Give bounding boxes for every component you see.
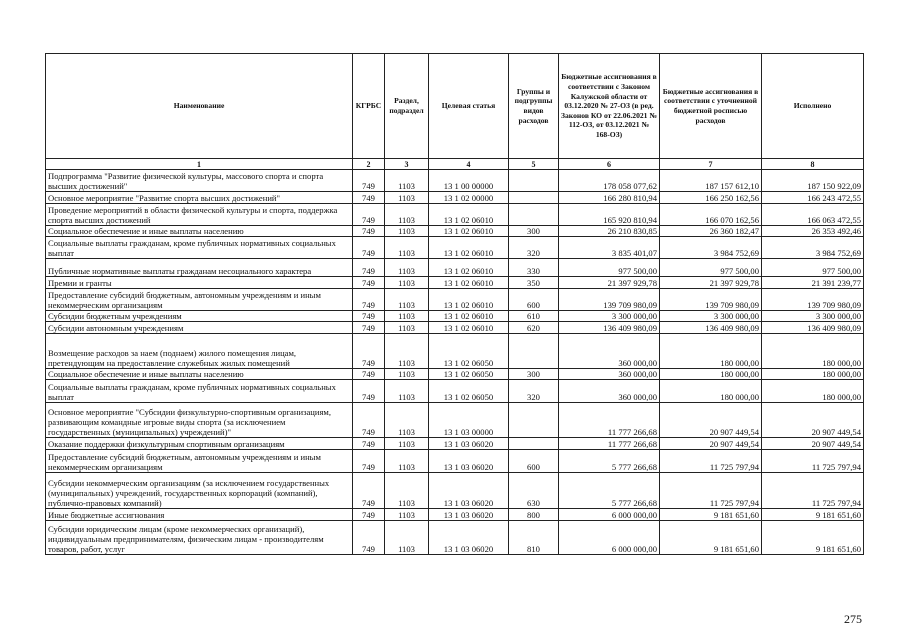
table-body (46, 170, 864, 555)
row-name: Возмещение расходов за наем (поднаем) жилого помещения лицам, претендующим на предоставление служебных жилых помещений (46, 334, 353, 369)
table-row (46, 259, 864, 277)
row-name: Предоставление субсидий бюджетным, автономным учреждениям и иным некоммерческим организациям (46, 289, 353, 311)
column-number: 3 (385, 159, 429, 170)
row-name: Иные бюджетные ассигнования (46, 509, 353, 521)
row-name: Субсидии бюджетным учреждениям (46, 311, 353, 322)
page-number: 275 (844, 612, 862, 626)
row-ispolneno: 187 150 922,09 (762, 170, 864, 192)
row-budget-law: 11 777 266,68 (559, 438, 660, 450)
row-budget-rospis: 180 000,00 (660, 334, 762, 369)
row-budget-rospis: 3 984 752,69 (660, 237, 762, 259)
row-kgrbs: 749 (353, 311, 385, 322)
row-vid: 620 (509, 322, 559, 334)
row-kgrbs: 749 (353, 438, 385, 450)
row-celevaya: 13 1 02 06010 (429, 289, 509, 311)
row-budget-law: 6 000 000,00 (559, 521, 660, 555)
row-kgrbs: 749 (353, 204, 385, 226)
row-ispolneno: 139 709 980,09 (762, 289, 864, 311)
table-row (46, 311, 864, 322)
row-budget-law: 5 777 266,68 (559, 450, 660, 473)
row-celevaya: 13 1 03 06020 (429, 450, 509, 473)
row-razdel: 1103 (385, 170, 429, 192)
row-ispolneno: 26 353 492,46 (762, 226, 864, 237)
row-vid (509, 204, 559, 226)
row-budget-law: 360 000,00 (559, 380, 660, 403)
row-razdel: 1103 (385, 192, 429, 204)
table-row (46, 322, 864, 334)
row-budget-law: 360 000,00 (559, 369, 660, 380)
row-celevaya: 13 1 02 06010 (429, 277, 509, 289)
header-vid: Группы и подгруппы видов расходов (509, 54, 559, 159)
row-razdel: 1103 (385, 450, 429, 473)
row-budget-law: 166 280 810,94 (559, 192, 660, 204)
row-kgrbs: 749 (353, 369, 385, 380)
row-celevaya: 13 1 02 00000 (429, 192, 509, 204)
row-kgrbs: 749 (353, 473, 385, 509)
row-razdel: 1103 (385, 237, 429, 259)
row-kgrbs: 749 (353, 192, 385, 204)
row-kgrbs: 749 (353, 322, 385, 334)
row-celevaya: 13 1 03 06020 (429, 438, 509, 450)
row-razdel: 1103 (385, 438, 429, 450)
row-ispolneno: 977 500,00 (762, 259, 864, 277)
row-vid: 300 (509, 369, 559, 380)
header-budget-law: Бюджетные ассигнования в соответствии с Законом Калужской области от 03.12.2020 № 27-ОЗ (в ред. Законов КО от 22.06.2021 № 112-ОЗ, от 03.12.2021 № 168-ОЗ) (559, 54, 660, 159)
row-ispolneno: 20 907 449,54 (762, 403, 864, 438)
row-razdel: 1103 (385, 277, 429, 289)
row-razdel: 1103 (385, 509, 429, 521)
row-kgrbs: 749 (353, 334, 385, 369)
column-number: 4 (429, 159, 509, 170)
row-budget-law: 21 397 929,78 (559, 277, 660, 289)
row-ispolneno: 11 725 797,94 (762, 473, 864, 509)
row-ispolneno: 136 409 980,09 (762, 322, 864, 334)
table-header-row (46, 54, 864, 159)
row-ispolneno: 180 000,00 (762, 369, 864, 380)
row-celevaya: 13 1 02 06050 (429, 334, 509, 369)
row-razdel: 1103 (385, 403, 429, 438)
row-budget-rospis: 3 300 000,00 (660, 311, 762, 322)
row-kgrbs: 749 (353, 259, 385, 277)
table-row (46, 450, 864, 473)
table-row (46, 403, 864, 438)
row-name: Проведение мероприятий в области физической культуры и спорта, поддержка спорта высших достижений (46, 204, 353, 226)
row-razdel: 1103 (385, 334, 429, 369)
row-budget-law: 360 000,00 (559, 334, 660, 369)
row-budget-rospis: 166 070 162,56 (660, 204, 762, 226)
row-celevaya: 13 1 02 06010 (429, 259, 509, 277)
row-budget-law: 977 500,00 (559, 259, 660, 277)
row-ispolneno: 9 181 651,60 (762, 521, 864, 555)
table-row (46, 170, 864, 192)
row-ispolneno: 166 243 472,55 (762, 192, 864, 204)
row-vid: 600 (509, 289, 559, 311)
row-vid (509, 170, 559, 192)
row-vid: 800 (509, 509, 559, 521)
row-name: Основное мероприятие "Субсидии физкультурно-спортивным организациям, развивающим командные игровые виды спорта (за исключением государственных (муниципальных) учреждений)" (46, 403, 353, 438)
row-budget-rospis: 977 500,00 (660, 259, 762, 277)
table-row (46, 438, 864, 450)
header-razdel: Раздел, подраздел (385, 54, 429, 159)
row-vid: 630 (509, 473, 559, 509)
row-budget-law: 165 920 810,94 (559, 204, 660, 226)
row-vid: 300 (509, 226, 559, 237)
column-number: 7 (660, 159, 762, 170)
row-name: Социальное обеспечение и иные выплаты населению (46, 369, 353, 380)
row-name: Субсидии некоммерческим организациям (за исключением государственных (муниципальных) учреждений, государственных корпораций (компаний), публично-правовых компаний) (46, 473, 353, 509)
row-razdel: 1103 (385, 521, 429, 555)
table-row (46, 192, 864, 204)
row-budget-law: 139 709 980,09 (559, 289, 660, 311)
row-ispolneno: 166 063 472,55 (762, 204, 864, 226)
row-vid (509, 192, 559, 204)
table-row (46, 369, 864, 380)
row-budget-rospis: 20 907 449,54 (660, 438, 762, 450)
row-name: Подпрограмма "Развитие физической культуры, массового спорта и спорта высших достижений" (46, 170, 353, 192)
row-budget-law: 178 058 077,62 (559, 170, 660, 192)
budget-table-container (45, 53, 863, 555)
row-name: Оказание поддержки физкультурным спортивным организациям (46, 438, 353, 450)
row-name: Премии и гранты (46, 277, 353, 289)
row-budget-law: 5 777 266,68 (559, 473, 660, 509)
header-celevaya: Целевая статья (429, 54, 509, 159)
row-name: Основное мероприятие "Развитие спорта высших достижений" (46, 192, 353, 204)
table-row (46, 226, 864, 237)
column-number: 2 (353, 159, 385, 170)
row-name: Социальные выплаты гражданам, кроме публичных нормативных социальных выплат (46, 237, 353, 259)
row-razdel: 1103 (385, 289, 429, 311)
row-vid: 320 (509, 237, 559, 259)
row-ispolneno: 180 000,00 (762, 334, 864, 369)
row-ispolneno: 21 391 239,77 (762, 277, 864, 289)
row-vid: 330 (509, 259, 559, 277)
row-name: Субсидии юридическим лицам (кроме некоммерческих организаций), индивидуальным предпринимателям, физическим лицам - производителям товаров, работ, услуг (46, 521, 353, 555)
row-name: Субсидии автономным учреждениям (46, 322, 353, 334)
row-razdel: 1103 (385, 322, 429, 334)
row-razdel: 1103 (385, 380, 429, 403)
row-celevaya: 13 1 02 06050 (429, 369, 509, 380)
row-budget-rospis: 21 397 929,78 (660, 277, 762, 289)
column-number-row (46, 159, 864, 170)
row-razdel: 1103 (385, 259, 429, 277)
row-razdel: 1103 (385, 369, 429, 380)
row-vid (509, 438, 559, 450)
row-vid: 350 (509, 277, 559, 289)
table-row (46, 237, 864, 259)
row-celevaya: 13 1 00 00000 (429, 170, 509, 192)
row-budget-rospis: 136 409 980,09 (660, 322, 762, 334)
header-kgrbs: КГРБС (353, 54, 385, 159)
row-celevaya: 13 1 02 06010 (429, 237, 509, 259)
header-budget-rospis: Бюджетные ассигнования в соответствии с уточненной бюджетной росписью расходов (660, 54, 762, 159)
table-row (46, 509, 864, 521)
row-budget-law: 26 210 830,85 (559, 226, 660, 237)
row-celevaya: 13 1 03 00000 (429, 403, 509, 438)
row-budget-rospis: 9 181 651,60 (660, 509, 762, 521)
row-name: Социальные выплаты гражданам, кроме публичных нормативных социальных выплат (46, 380, 353, 403)
row-kgrbs: 749 (353, 521, 385, 555)
row-kgrbs: 749 (353, 380, 385, 403)
row-budget-law: 3 300 000,00 (559, 311, 660, 322)
row-celevaya: 13 1 03 06020 (429, 473, 509, 509)
row-celevaya: 13 1 02 06010 (429, 322, 509, 334)
row-budget-law: 11 777 266,68 (559, 403, 660, 438)
row-name: Публичные нормативные выплаты гражданам несоциального характера (46, 259, 353, 277)
row-budget-law: 3 835 401,07 (559, 237, 660, 259)
row-razdel: 1103 (385, 226, 429, 237)
table-row (46, 204, 864, 226)
column-number: 1 (46, 159, 353, 170)
row-budget-rospis: 187 157 612,10 (660, 170, 762, 192)
column-number: 5 (509, 159, 559, 170)
row-kgrbs: 749 (353, 509, 385, 521)
row-kgrbs: 749 (353, 289, 385, 311)
row-razdel: 1103 (385, 204, 429, 226)
row-budget-rospis: 180 000,00 (660, 369, 762, 380)
table-row (46, 289, 864, 311)
row-budget-rospis: 139 709 980,09 (660, 289, 762, 311)
row-kgrbs: 749 (353, 170, 385, 192)
row-razdel: 1103 (385, 473, 429, 509)
header-name: Наименование (46, 54, 353, 159)
table-row (46, 521, 864, 555)
row-budget-rospis: 20 907 449,54 (660, 403, 762, 438)
row-ispolneno: 3 984 752,69 (762, 237, 864, 259)
row-name: Предоставление субсидий бюджетным, автономным учреждениям и иным некоммерческим организациям (46, 450, 353, 473)
row-razdel: 1103 (385, 311, 429, 322)
row-ispolneno: 3 300 000,00 (762, 311, 864, 322)
column-number: 6 (559, 159, 660, 170)
row-ispolneno: 180 000,00 (762, 380, 864, 403)
row-budget-rospis: 11 725 797,94 (660, 473, 762, 509)
header-ispolneno: Исполнено (762, 54, 864, 159)
row-celevaya: 13 1 03 06020 (429, 509, 509, 521)
row-ispolneno: 11 725 797,94 (762, 450, 864, 473)
row-budget-rospis: 9 181 651,60 (660, 521, 762, 555)
row-vid: 810 (509, 521, 559, 555)
row-kgrbs: 749 (353, 237, 385, 259)
budget-table (45, 53, 864, 555)
row-celevaya: 13 1 02 06010 (429, 311, 509, 322)
row-kgrbs: 749 (353, 277, 385, 289)
row-vid: 320 (509, 380, 559, 403)
row-budget-rospis: 166 250 162,56 (660, 192, 762, 204)
row-celevaya: 13 1 02 06010 (429, 204, 509, 226)
table-row (46, 334, 864, 369)
row-celevaya: 13 1 03 06020 (429, 521, 509, 555)
row-ispolneno: 9 181 651,60 (762, 509, 864, 521)
table-row (46, 473, 864, 509)
row-ispolneno: 20 907 449,54 (762, 438, 864, 450)
table-row (46, 380, 864, 403)
row-celevaya: 13 1 02 06010 (429, 226, 509, 237)
row-vid (509, 334, 559, 369)
row-vid: 610 (509, 311, 559, 322)
row-budget-rospis: 11 725 797,94 (660, 450, 762, 473)
column-number: 8 (762, 159, 864, 170)
row-celevaya: 13 1 02 06050 (429, 380, 509, 403)
row-budget-law: 136 409 980,09 (559, 322, 660, 334)
row-budget-rospis: 180 000,00 (660, 380, 762, 403)
row-budget-rospis: 26 360 182,47 (660, 226, 762, 237)
row-vid (509, 403, 559, 438)
row-vid: 600 (509, 450, 559, 473)
row-budget-law: 6 000 000,00 (559, 509, 660, 521)
row-name: Социальное обеспечение и иные выплаты населению (46, 226, 353, 237)
table-row (46, 277, 864, 289)
row-kgrbs: 749 (353, 226, 385, 237)
row-kgrbs: 749 (353, 450, 385, 473)
row-kgrbs: 749 (353, 403, 385, 438)
